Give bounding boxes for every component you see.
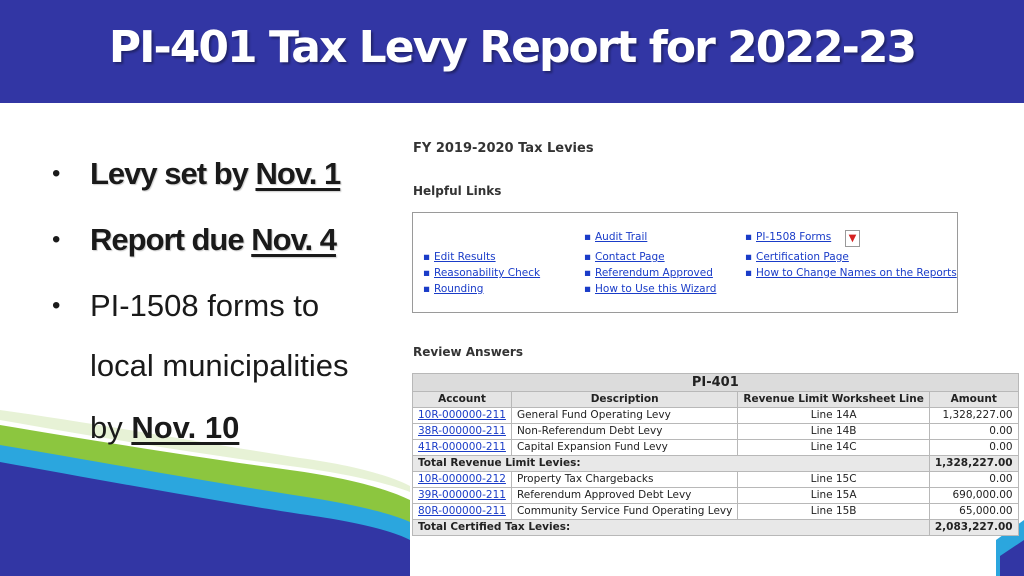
pi401-table	[412, 373, 1019, 536]
helpful-links-box	[412, 212, 958, 313]
bullet-levy-set	[48, 152, 388, 218]
title-banner	[0, 0, 1024, 103]
page-title: PI-401 Tax Levy Report for 2022-23	[108, 22, 916, 73]
amount-cell: 1,328,227.00	[929, 408, 1018, 424]
link-edit-results[interactable]: ▪ Edit Results	[434, 251, 496, 263]
description-cell: Non-Referendum Debt Levy	[511, 424, 737, 440]
bullet-text: Levy set by	[90, 156, 256, 191]
description-cell: General Fund Operating Levy	[511, 408, 737, 424]
worksheet-line-cell: Line 14B	[738, 424, 930, 440]
table-row	[413, 424, 1019, 440]
total-revenue-row	[413, 456, 1019, 472]
link-certification-page[interactable]: ▪ Certification Page	[756, 251, 849, 263]
bullet-report-due	[48, 218, 388, 284]
bullet-pi1508	[48, 284, 388, 350]
review-answers-heading: Review Answers	[413, 345, 523, 359]
screenshot-title: FY 2019-2020 Tax Levies	[413, 141, 594, 156]
table-row	[413, 408, 1019, 424]
column-header: Description	[511, 392, 737, 408]
table-row	[413, 472, 1019, 488]
link-change-names[interactable]: ▪ How to Change Names on the Reports	[756, 267, 957, 279]
deadline-date: Nov. 4	[251, 222, 336, 257]
total-certified-row	[413, 520, 1019, 536]
bullet-text: PI-1508 forms to	[90, 288, 320, 323]
amount-cell: 0.00	[929, 440, 1018, 456]
link-audit-trail[interactable]: ▪ Audit Trail	[595, 231, 647, 243]
link-rounding[interactable]: ▪ Rounding	[434, 283, 483, 295]
bullet-dot: •	[52, 226, 61, 253]
worksheet-line-cell: Line 15B	[738, 504, 930, 520]
worksheet-line-cell: Line 14A	[738, 408, 930, 424]
worksheet-line-cell: Line 14C	[738, 440, 930, 456]
pdf-icon[interactable]: ▼	[845, 230, 860, 247]
column-header: Amount	[929, 392, 1018, 408]
account-link[interactable]: 39R-000000-211	[413, 488, 512, 504]
link-reasonability-check[interactable]: ▪ Reasonability Check	[434, 267, 540, 279]
link-pi1508-forms[interactable]: ▪ PI-1508 Forms	[756, 231, 831, 243]
account-link[interactable]: 41R-000000-211	[413, 440, 512, 456]
link-referendum-approved[interactable]: ▪ Referendum Approved	[595, 267, 713, 279]
table-caption: PI-401	[413, 374, 1019, 392]
account-link[interactable]: 10R-000000-211	[413, 408, 512, 424]
bullet-continuation: by Nov. 10	[90, 410, 240, 445]
deadline-date: Nov. 1	[255, 156, 341, 191]
description-cell: Community Service Fund Operating Levy	[511, 504, 737, 520]
link-contact-page[interactable]: ▪ Contact Page	[595, 251, 665, 263]
description-cell: Referendum Approved Debt Levy	[511, 488, 737, 504]
worksheet-line-cell: Line 15C	[738, 472, 930, 488]
account-link[interactable]: 10R-000000-212	[413, 472, 512, 488]
helpful-links-heading: Helpful Links	[413, 184, 502, 198]
description-cell: Property Tax Chargebacks	[511, 472, 737, 488]
column-header: Account	[413, 392, 512, 408]
total-label: Total Certified Tax Levies:	[413, 520, 930, 536]
bullet-continuation: local municipalities	[90, 348, 349, 383]
bullet-dot: •	[52, 160, 61, 187]
amount-cell: 0.00	[929, 472, 1018, 488]
bullet-dot: •	[52, 292, 61, 319]
total-amount: 2,083,227.00	[929, 520, 1018, 536]
bullet-list	[48, 152, 388, 445]
link-how-to-use-wizard[interactable]: ▪ How to Use this Wizard	[595, 283, 716, 295]
table-row	[413, 440, 1019, 456]
worksheet-line-cell: Line 15A	[738, 488, 930, 504]
account-link[interactable]: 80R-000000-211	[413, 504, 512, 520]
amount-cell: 65,000.00	[929, 504, 1018, 520]
table-row	[413, 488, 1019, 504]
total-amount: 1,328,227.00	[929, 456, 1018, 472]
column-header: Revenue Limit Worksheet Line	[738, 392, 930, 408]
account-link[interactable]: 38R-000000-211	[413, 424, 512, 440]
total-label: Total Revenue Limit Levies:	[413, 456, 930, 472]
description-cell: Capital Expansion Fund Levy	[511, 440, 737, 456]
deadline-date: Nov. 10	[131, 410, 240, 445]
table-row	[413, 504, 1019, 520]
amount-cell: 0.00	[929, 424, 1018, 440]
bullet-text: Report due	[90, 222, 252, 257]
amount-cell: 690,000.00	[929, 488, 1018, 504]
